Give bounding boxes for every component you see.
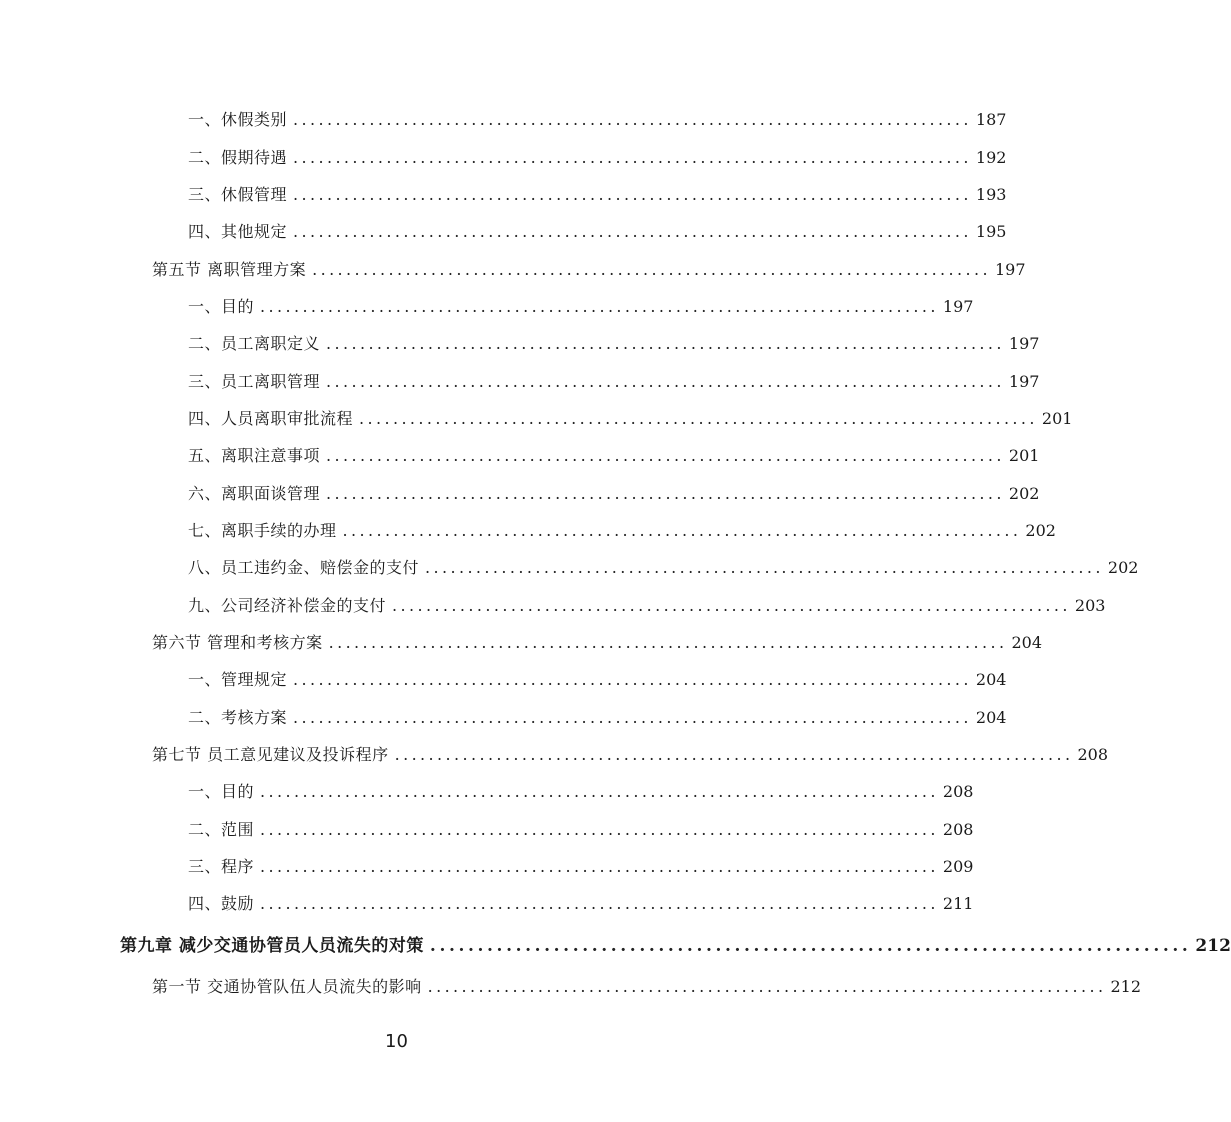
toc-entry-page-number: 208 <box>1077 745 1109 764</box>
dot-leader: ................................................................................ <box>359 409 1038 428</box>
toc-entry-title: 三、程序 <box>188 857 255 876</box>
dot-leader: ................................................................................ <box>326 446 1005 465</box>
toc-entry-page-number: 209 <box>942 857 974 876</box>
toc-entry-title: 二、考核方案 <box>188 708 288 727</box>
toc-entry-title: 二、假期待遇 <box>188 148 288 167</box>
toc-entry-item[interactable] <box>188 146 1007 170</box>
toc-entry-page-number: 197 <box>942 297 974 316</box>
dot-leader: ................................................................................ <box>293 185 972 204</box>
dot-leader: ................................................................................ <box>342 521 1022 540</box>
dot-leader: ................................................................................ <box>293 708 972 727</box>
toc-entry-item[interactable] <box>188 780 974 804</box>
dot-leader: ................................................................................ <box>394 745 1074 764</box>
toc-entry-title: 一、目的 <box>188 297 255 316</box>
toc-entry-title: 第九章 减少交通协管员人员流失的对策 <box>120 936 424 956</box>
toc-entry-item[interactable] <box>188 108 1007 132</box>
toc-entry-page-number: 202 <box>1107 558 1139 577</box>
toc-entry-page-number: 192 <box>975 148 1007 167</box>
toc-entry-page-number: 204 <box>975 708 1007 727</box>
dot-leader: ................................................................................ <box>260 782 939 801</box>
dot-leader: ................................................................................ <box>429 936 1192 956</box>
toc-entry-item[interactable] <box>188 482 1040 506</box>
dot-leader: ................................................................................ <box>328 633 1008 652</box>
toc-entry-section[interactable] <box>152 258 1026 282</box>
toc-entry-page-number: 208 <box>942 820 974 839</box>
dot-leader: ................................................................................ <box>260 297 939 316</box>
dot-leader: ................................................................................ <box>293 110 972 129</box>
toc-entry-page-number: 202 <box>1008 484 1040 503</box>
dot-leader: ................................................................................ <box>392 596 1071 615</box>
dot-leader: ................................................................................ <box>293 670 972 689</box>
toc-entry-title: 第一节 交通协管队伍人员流失的影响 <box>152 977 422 996</box>
toc-entry-title: 九、公司经济补偿金的支付 <box>188 596 387 615</box>
toc-entry-section[interactable] <box>152 631 1043 655</box>
toc-entry-page-number: 202 <box>1025 521 1056 540</box>
toc-entry-title: 四、其他规定 <box>188 222 288 241</box>
toc-entry-title: 一、目的 <box>188 782 255 801</box>
toc-entry-title: 第六节 管理和考核方案 <box>152 633 323 652</box>
toc-entry-title: 三、员工离职管理 <box>188 372 321 391</box>
toc-entry-title: 七、离职手续的办理 <box>188 521 337 540</box>
toc-entry-item[interactable] <box>188 370 1040 394</box>
toc-entry-title: 五、离职注意事项 <box>188 446 321 465</box>
toc-entry-page-number: 187 <box>975 110 1007 129</box>
toc-entry-title: 四、人员离职审批流程 <box>188 409 354 428</box>
dot-leader: ................................................................................ <box>427 977 1107 996</box>
toc-entry-page-number: 204 <box>975 670 1007 689</box>
toc-entry-page-number: 201 <box>1008 446 1040 465</box>
toc-entry-page-number: 212 <box>1195 936 1231 956</box>
toc-entry-item[interactable] <box>188 220 1007 244</box>
toc-entry-page-number: 197 <box>1008 372 1040 391</box>
dot-leader: ................................................................................ <box>326 372 1005 391</box>
toc-entry-title: 二、范围 <box>188 820 255 839</box>
dot-leader: ................................................................................ <box>425 558 1104 577</box>
toc-entry-item[interactable] <box>188 295 974 319</box>
toc-entry-title: 一、管理规定 <box>188 670 288 689</box>
toc-entry-title: 三、休假管理 <box>188 185 288 204</box>
toc-entry-page-number: 212 <box>1110 977 1142 996</box>
toc-entry-page-number: 208 <box>942 782 974 801</box>
toc-entry-item[interactable] <box>188 407 1073 431</box>
toc-entry-section[interactable] <box>152 743 1109 767</box>
toc-entry-item[interactable] <box>188 892 974 916</box>
toc-entry-title: 第五节 离职管理方案 <box>152 260 307 279</box>
dot-leader: ................................................................................ <box>326 334 1005 353</box>
toc-entry-item[interactable] <box>188 183 1007 207</box>
toc-entry-item[interactable] <box>188 855 974 879</box>
toc-entry-title: 二、员工离职定义 <box>188 334 321 353</box>
toc-entry-page-number: 203 <box>1074 596 1106 615</box>
toc-entry-item[interactable] <box>188 818 974 842</box>
dot-leader: ................................................................................ <box>260 857 939 876</box>
toc-entry-page-number: 197 <box>994 260 1026 279</box>
dot-leader: ................................................................................ <box>260 894 939 913</box>
toc-entry-title: 四、鼓励 <box>188 894 255 913</box>
toc-entry-item[interactable] <box>188 556 1139 580</box>
dot-leader: ................................................................................ <box>260 820 939 839</box>
toc-entry-page-number: 195 <box>975 222 1007 241</box>
toc-entry-page-number: 197 <box>1008 334 1040 353</box>
toc-entry-title: 六、离职面谈管理 <box>188 484 321 503</box>
dot-leader: ................................................................................ <box>293 222 972 241</box>
toc-entry-page-number: 211 <box>942 894 974 913</box>
page-number: 10 <box>385 1031 408 1052</box>
toc-entry-item[interactable] <box>188 444 1040 468</box>
toc-entry-item[interactable] <box>188 332 1040 356</box>
toc-entry-title: 八、员工违约金、赔偿金的支付 <box>188 558 420 577</box>
toc-entry-item[interactable] <box>188 706 1007 730</box>
toc-entry-title: 第七节 员工意见建议及投诉程序 <box>152 745 389 764</box>
dot-leader: ................................................................................ <box>326 484 1005 503</box>
toc-entry-item[interactable] <box>188 668 1007 692</box>
toc-entry-section[interactable] <box>152 975 1142 999</box>
toc-entry-item[interactable] <box>188 519 1056 543</box>
toc-entry-item[interactable] <box>188 594 1106 618</box>
dot-leader: ................................................................................ <box>293 148 972 167</box>
toc-entry-page-number: 193 <box>975 185 1007 204</box>
toc-entry-page-number: 201 <box>1041 409 1073 428</box>
dot-leader: ................................................................................ <box>312 260 991 279</box>
toc-entry-chapter[interactable] <box>120 934 1231 958</box>
toc-entry-title: 一、休假类别 <box>188 110 288 129</box>
toc-entry-page-number: 204 <box>1011 633 1043 652</box>
